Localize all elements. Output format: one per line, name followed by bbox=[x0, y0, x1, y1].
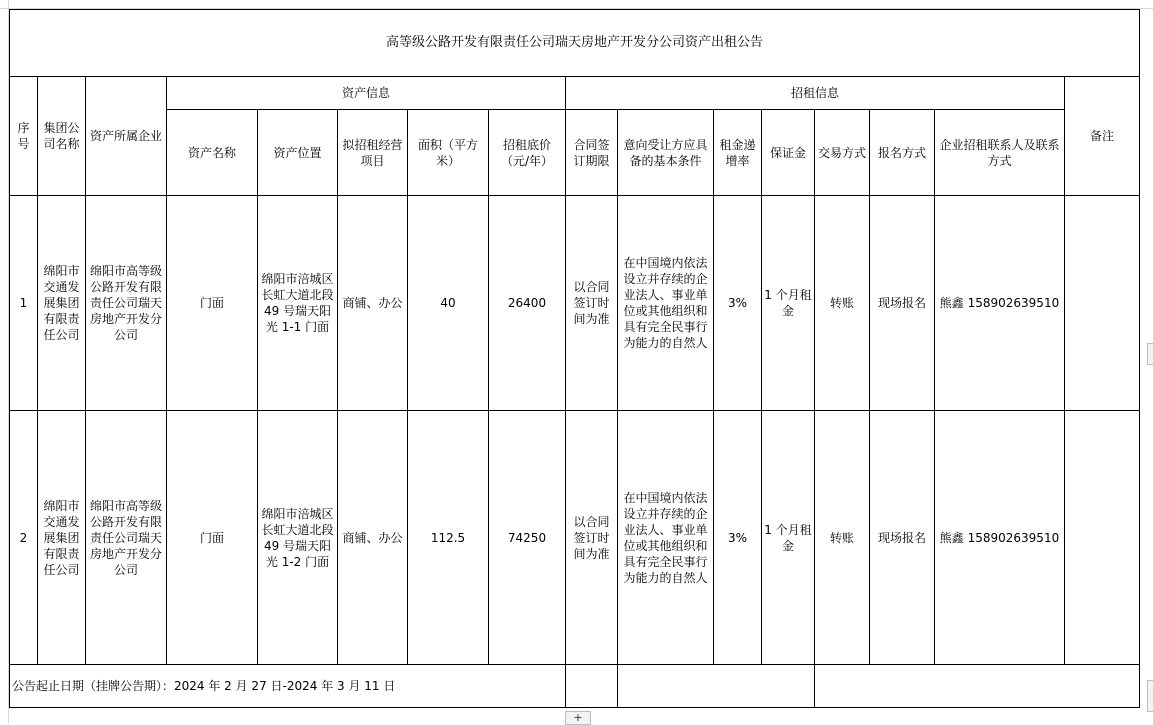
cell-signup[interactable]: 现场报名 bbox=[870, 196, 935, 411]
header-base-price[interactable]: 招租底价（元/年） bbox=[489, 110, 566, 196]
header-remark[interactable]: 备注 bbox=[1065, 77, 1140, 196]
cell-asset-location[interactable]: 绵阳市涪城区长虹大道北段 49 号瑞天阳光 1-2 门面 bbox=[258, 411, 338, 665]
cell-conditions[interactable]: 在中国境内依法设立并存续的企业法人、事业单位或其他组织和具有完全民事行为能力的自然人 bbox=[618, 196, 714, 411]
cell-deposit[interactable]: 1 个月租金 bbox=[762, 411, 815, 665]
cell-base-price[interactable]: 74250 bbox=[489, 411, 566, 665]
scrollbar-handle[interactable] bbox=[1147, 343, 1153, 365]
header-contact[interactable]: 企业招租联系人及联系方式 bbox=[935, 110, 1065, 196]
cell-conditions[interactable]: 在中国境内依法设立并存续的企业法人、事业单位或其他组织和具有完全民事行为能力的自然人 bbox=[618, 411, 714, 665]
cell-trade[interactable]: 转账 bbox=[815, 411, 870, 665]
cell-business[interactable]: 商铺、办公 bbox=[338, 411, 408, 665]
cell-business[interactable]: 商铺、办公 bbox=[338, 196, 408, 411]
header-term[interactable]: 合同签订期限 bbox=[566, 110, 618, 196]
footer-empty-cell[interactable] bbox=[618, 665, 815, 708]
header-asset-info[interactable]: 资产信息 bbox=[167, 77, 566, 110]
cell-group[interactable]: 绵阳市交通发展集团有限责任公司 bbox=[38, 411, 86, 665]
header-trade[interactable]: 交易方式 bbox=[815, 110, 870, 196]
header-lease-info[interactable]: 招租信息 bbox=[566, 77, 1065, 110]
table-row bbox=[10, 411, 1140, 665]
cell-signup[interactable]: 现场报名 bbox=[870, 411, 935, 665]
cell-term[interactable]: 以合同签订时间为准 bbox=[566, 411, 618, 665]
header-asset-location[interactable]: 资产位置 bbox=[258, 110, 338, 196]
header-conditions[interactable]: 意向受让方应具备的基本条件 bbox=[618, 110, 714, 196]
cell-group[interactable]: 绵阳市交通发展集团有限责任公司 bbox=[38, 196, 86, 411]
cell-area[interactable]: 40 bbox=[408, 196, 489, 411]
notice-period[interactable]: 公告起止日期（挂牌公告期）：2024 年 2 月 27 日-2024 年 3 月 11 日 bbox=[10, 665, 566, 708]
cell-deposit[interactable]: 1 个月租金 bbox=[762, 196, 815, 411]
scrollbar-handle[interactable] bbox=[1147, 680, 1153, 712]
cell-base-price[interactable]: 26400 bbox=[489, 196, 566, 411]
cell-asset-name[interactable]: 门面 bbox=[167, 411, 258, 665]
header-area[interactable]: 面积（平方米） bbox=[408, 110, 489, 196]
cell-asset-location[interactable]: 绵阳市涪城区长虹大道北段 49 号瑞天阳光 1-1 门面 bbox=[258, 196, 338, 411]
notice-title[interactable]: 高等级公路开发有限责任公司瑞天房地产开发分公司资产出租公告 bbox=[10, 10, 1140, 77]
header-business[interactable]: 拟招租经营项目 bbox=[338, 110, 408, 196]
cell-seq[interactable]: 2 bbox=[10, 411, 38, 665]
cell-company[interactable]: 绵阳市高等级公路开发有限责任公司瑞天房地产开发分公司 bbox=[86, 196, 167, 411]
cell-company[interactable]: 绵阳市高等级公路开发有限责任公司瑞天房地产开发分公司 bbox=[86, 411, 167, 665]
add-sheet-button[interactable]: + bbox=[565, 711, 591, 725]
header-signup[interactable]: 报名方式 bbox=[870, 110, 935, 196]
cell-increase[interactable]: 3% bbox=[714, 196, 762, 411]
cell-area[interactable]: 112.5 bbox=[408, 411, 489, 665]
footer-empty-cell[interactable] bbox=[815, 665, 1140, 708]
cell-trade[interactable]: 转账 bbox=[815, 196, 870, 411]
cell-remark[interactable] bbox=[1065, 411, 1140, 665]
header-group[interactable]: 集团公司名称 bbox=[38, 77, 86, 196]
cell-term[interactable]: 以合同签订时间为准 bbox=[566, 196, 618, 411]
cell-contact[interactable]: 熊鑫 158902639510 bbox=[935, 196, 1065, 411]
grid-top-edge bbox=[0, 0, 1153, 9]
header-company[interactable]: 资产所属企业 bbox=[86, 77, 167, 196]
cell-remark[interactable] bbox=[1065, 196, 1140, 411]
header-seq[interactable]: 序号 bbox=[10, 77, 38, 196]
header-deposit[interactable]: 保证金 bbox=[762, 110, 815, 196]
lease-notice-table bbox=[9, 9, 1140, 708]
cell-seq[interactable]: 1 bbox=[10, 196, 38, 411]
grid-left-edge bbox=[0, 0, 9, 723]
footer-empty-cell[interactable] bbox=[566, 665, 618, 708]
cell-asset-name[interactable]: 门面 bbox=[167, 196, 258, 411]
cell-contact[interactable]: 熊鑫 158902639510 bbox=[935, 411, 1065, 665]
header-increase[interactable]: 租金递增率 bbox=[714, 110, 762, 196]
table-row bbox=[10, 196, 1140, 411]
cell-increase[interactable]: 3% bbox=[714, 411, 762, 665]
header-asset-name[interactable]: 资产名称 bbox=[167, 110, 258, 196]
